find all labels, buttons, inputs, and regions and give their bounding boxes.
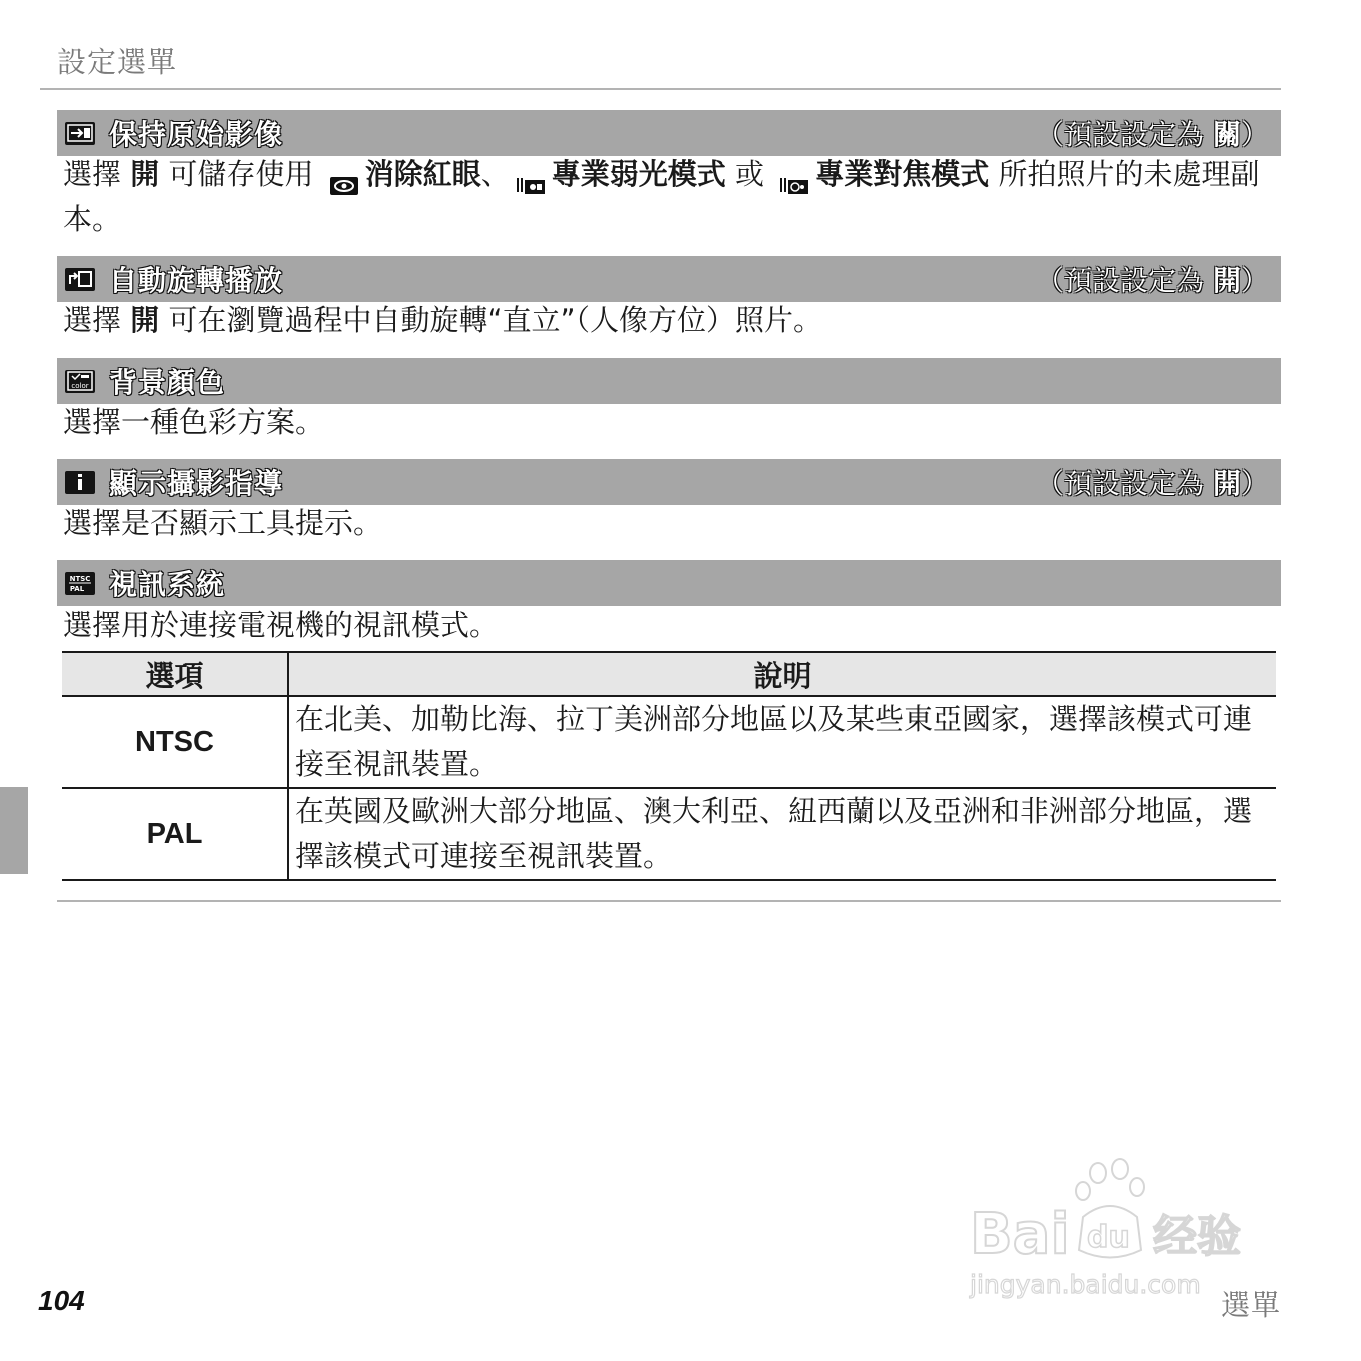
section-title: 背景顏色	[109, 366, 226, 399]
section-bar-shooting-guide	[57, 459, 1281, 505]
table-row	[62, 696, 1276, 788]
video-system-icon	[65, 572, 95, 595]
background-color-icon	[65, 370, 95, 393]
pro-focus-icon	[779, 164, 809, 184]
section-title: 保持原始影像	[109, 118, 284, 151]
video-system-table	[62, 651, 1276, 881]
footer-chapter-label: 選單	[1220, 1288, 1281, 1322]
header-divider	[40, 88, 1281, 90]
footer-divider	[57, 900, 1281, 902]
section-title: 顯示攝影指導	[109, 467, 284, 500]
info-icon	[65, 471, 95, 494]
description-cell: 在英國及歐洲大部分地區、澳大利亞、紐西蘭以及亞洲和非洲部分地區，選擇該模式可連接至視訊裝置。	[288, 788, 1276, 880]
background-color-icon-label: color	[71, 382, 89, 390]
description-cell: 在北美、加勒比海、拉丁美洲部分地區以及某些東亞國家，選擇該模式可連接至視訊裝置。	[288, 696, 1276, 788]
section-bar-save-original	[57, 110, 1281, 156]
video-system-icon-pal: PAL	[69, 585, 85, 593]
option-cell: PAL	[62, 788, 288, 880]
section-bar-video-system	[57, 560, 1281, 606]
section-body-shooting-guide: 選擇是否顯示工具提示。	[63, 506, 383, 540]
section-default-setting: （預設設定為 開）	[1036, 467, 1269, 500]
section-body-save-original: 選擇 開 可儲存使用 消除紅眼、 專業弱光模式 或 專業對焦模式 所拍照片的未處理副本。	[63, 157, 1260, 236]
svg-text:Bai: Bai	[970, 1202, 1070, 1267]
pro-low-light-icon	[516, 164, 546, 184]
section-body-video-system: 選擇用於連接電視機的視訊模式。	[63, 608, 499, 642]
section-body-background-color: 選擇一種色彩方案。	[63, 405, 325, 439]
section-default-setting: （預設設定為 開）	[1036, 264, 1269, 297]
section-body-auto-rotate: 選擇 開 可在瀏覽過程中自動旋轉“直立”（人像方位）照片。	[63, 303, 823, 337]
table-header-row	[62, 652, 1276, 696]
save-original-icon	[65, 122, 95, 145]
page-number: 104	[38, 1285, 85, 1316]
svg-text:经验: 经验	[1153, 1211, 1241, 1262]
red-eye-removal-icon	[329, 164, 359, 184]
section-bar-auto-rotate	[57, 256, 1281, 302]
svg-text:du: du	[1087, 1220, 1130, 1255]
section-default-setting: （預設設定為 關）	[1036, 118, 1269, 151]
section-bar-background-color	[57, 358, 1281, 404]
auto-rotate-icon	[65, 268, 95, 291]
chapter-side-tab	[0, 787, 28, 874]
page-header-title: 設定選單	[57, 45, 178, 79]
section-title: 視訊系統	[109, 568, 226, 601]
section-title: 自動旋轉播放	[109, 264, 284, 297]
column-header-option: 選項	[62, 652, 288, 696]
option-cell: NTSC	[62, 696, 288, 788]
video-system-icon-ntsc: NTSC	[69, 575, 91, 583]
svg-text:jingyan.baidu.com: jingyan.baidu.com	[970, 1270, 1201, 1299]
column-header-description: 說明	[288, 652, 1276, 696]
table-row	[62, 788, 1276, 880]
